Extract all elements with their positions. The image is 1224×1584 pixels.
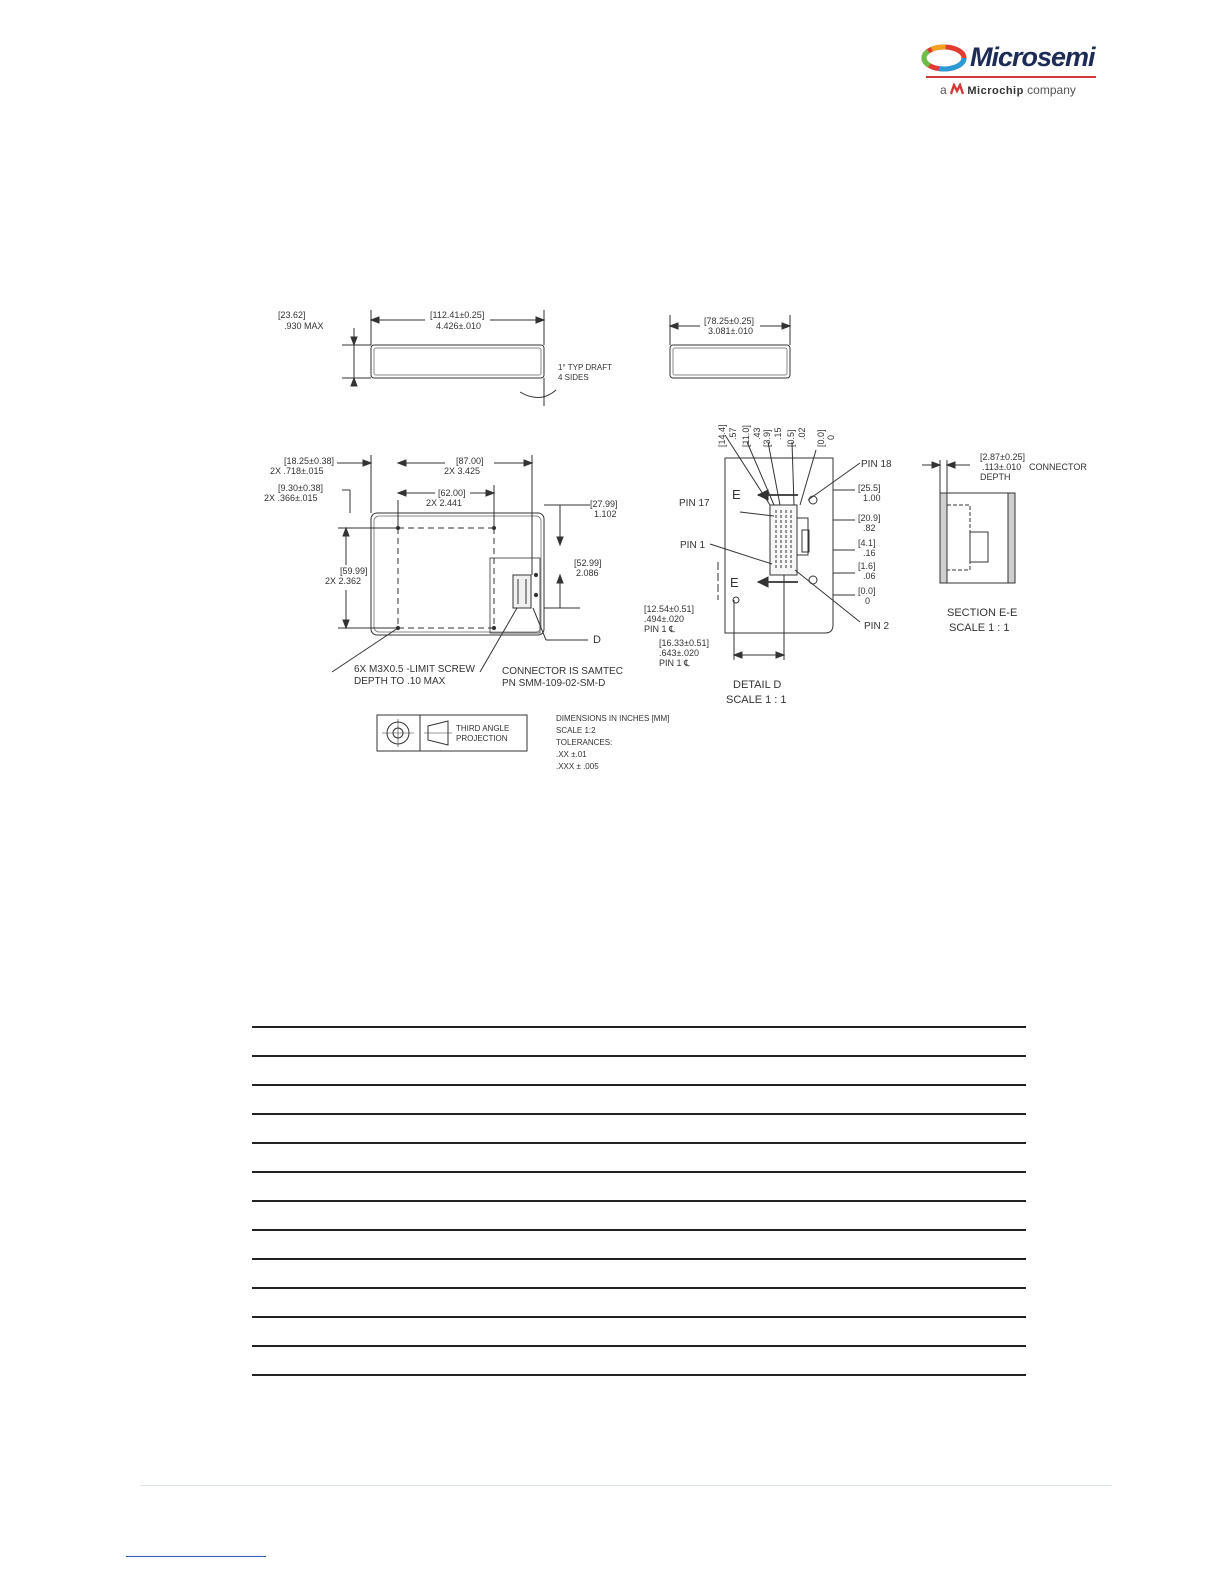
dim-52-99-in: 2.086	[576, 568, 599, 578]
detail-top-dim-5-in: 0	[826, 434, 836, 440]
microsemi-swirl-icon	[920, 40, 968, 76]
connector-depth-label: CONNECTOR	[1029, 462, 1087, 472]
table-row	[252, 1142, 1026, 1171]
notes-line-2: SCALE 1:2	[556, 726, 596, 735]
section-e-e-body	[940, 493, 1015, 583]
detail-d-scale: SCALE 1 : 1	[726, 694, 787, 706]
projection-label-2: PROJECTION	[456, 734, 508, 743]
tagline-prefix: a	[940, 83, 947, 97]
notes-line-1: DIMENSIONS IN INCHES [MM]	[556, 714, 670, 723]
detail-right-dim-3-in: .16	[863, 548, 876, 558]
plan-view-body	[371, 513, 544, 635]
connector-note-2: PN SMM-109-02-SM-D	[502, 678, 606, 689]
table-row	[252, 1345, 1026, 1374]
detail-right-dim-1-mm: [25.5]	[858, 483, 881, 493]
detail-right-dim-1-in: 1.00	[863, 493, 881, 503]
tagline-suffix: company	[1027, 83, 1076, 97]
notes-line-5: .XXX ± .005	[556, 762, 599, 771]
draft-note-2: 4 SIDES	[558, 373, 589, 382]
footer-link-underline[interactable]	[126, 1556, 266, 1557]
dim-12-54-ref: PIN 1 ℄	[644, 624, 675, 634]
table-row	[252, 1287, 1026, 1316]
detail-d-connector	[770, 505, 797, 575]
screw-note-2: DEPTH TO .10 MAX	[354, 676, 446, 687]
table-row	[252, 1316, 1026, 1345]
dim-52-99-mm: [52.99]	[574, 558, 602, 568]
detail-right-dim-2-mm: [20.9]	[858, 513, 881, 523]
table-row	[252, 1171, 1026, 1200]
dim-18-25-in: 2X .718±.015	[270, 466, 324, 476]
dim-62-00-in: 2X 2.441	[426, 498, 463, 508]
pin-table	[252, 1026, 1026, 1376]
notes-line-4: .XX ±.01	[556, 750, 587, 759]
dim-12-54-in: .494±.020	[644, 614, 684, 624]
notes-line-3: TOLERANCES:	[556, 738, 613, 747]
table-row	[252, 1113, 1026, 1142]
dim-18-25-mm: [18.25±0.38]	[284, 456, 334, 466]
projection-label-1: THIRD ANGLE	[456, 724, 510, 733]
dim-87-00-in: 2X 3.425	[444, 466, 481, 476]
footer-divider	[140, 1485, 1112, 1486]
pin-1-label: PIN 1	[680, 540, 706, 551]
detail-top-dim-1-in: .57	[728, 427, 738, 440]
detail-right-dim-5-mm: [0.0]	[858, 586, 876, 596]
table-row	[252, 1084, 1026, 1113]
detail-d-caption: DETAIL D	[733, 679, 782, 691]
connector-note-1: CONNECTOR IS SAMTEC	[502, 666, 623, 677]
table-row	[252, 1258, 1026, 1287]
section-e-e-scale: SCALE 1 : 1	[949, 622, 1010, 634]
top-view-body	[371, 345, 544, 378]
section-e-e-caption: SECTION E-E	[947, 607, 1018, 619]
table-row	[252, 1055, 1026, 1084]
brand-underline	[926, 76, 1096, 78]
dim-top-height-mm: [23.62]	[278, 310, 306, 320]
section-marker-bottom: E	[730, 575, 739, 590]
table-row	[252, 1229, 1026, 1258]
detail-right-dim-5-in: 0	[865, 596, 871, 606]
dim-top-height-in: .930 MAX	[284, 321, 324, 331]
connector-depth-in: .113±.010	[982, 462, 1022, 472]
dim-side-width-mm: [78.25±0.25]	[704, 316, 754, 326]
detail-top-dim-4-mm: [0.5]	[786, 429, 796, 447]
screw-note-1: 6X M3X0.5 -LIMIT SCREW	[354, 664, 475, 675]
connector-depth-mm: [2.87±0.25]	[980, 452, 1025, 462]
detail-right-dim-4-in: .06	[863, 571, 876, 581]
tagline-company: Microchip	[967, 85, 1024, 97]
brand-name: Microsemi	[970, 42, 1095, 72]
brand-tagline	[940, 83, 1076, 97]
dim-top-length-mm: [112.41±0.25]	[430, 310, 485, 320]
detail-top-dim-2-mm: [11.0]	[741, 425, 751, 447]
detail-right-dim-2-in: .82	[863, 523, 876, 533]
dim-9-30-mm: [9.30±0.38]	[278, 483, 323, 493]
microchip-icon	[950, 83, 964, 95]
table-row	[252, 1026, 1026, 1055]
microsemi-logo	[920, 38, 1110, 104]
dim-top-length-in: 4.426±.010	[436, 321, 481, 331]
table-row	[252, 1200, 1026, 1229]
dim-16-33-ref: PIN 1 ℄	[659, 658, 690, 668]
plan-view-connector	[513, 575, 531, 608]
section-marker-top: E	[732, 487, 741, 502]
mechanical-drawing	[250, 300, 1110, 780]
detail-top-dim-2-in: .43	[752, 427, 762, 440]
detail-top-dim-1-mm: [14.4]	[717, 424, 727, 447]
detail-top-dim-3-in: .15	[773, 427, 783, 440]
detail-right-dim-4-mm: [1.6]	[858, 561, 876, 571]
dim-59-99-in: 2X 2.362	[325, 576, 362, 586]
pin-17-label: PIN 17	[679, 498, 710, 509]
dim-side-width-in: 3.081±.010	[708, 326, 753, 336]
drawing-svg	[250, 300, 1110, 780]
pin-18-label: PIN 18	[861, 459, 892, 470]
dim-59-99-mm: [59.99]	[340, 566, 368, 576]
draft-note-1: 1° TYP DRAFT	[558, 363, 613, 372]
dim-62-00-mm: [62.00]	[438, 488, 466, 498]
dim-27-99-in: 1.102	[594, 509, 617, 519]
dim-9-30-in: 2X .366±.015	[264, 493, 318, 503]
table-bottom-rule	[252, 1374, 1026, 1376]
pin-2-label: PIN 2	[864, 621, 890, 632]
detail-top-dim-4-in: .02	[797, 427, 807, 440]
detail-top-dim-3-mm: [3.9]	[762, 429, 772, 447]
dim-16-33-mm: [16.33±0.51]	[659, 638, 709, 648]
dim-87-00-mm: [87.00]	[456, 456, 484, 466]
dim-16-33-in: .643±.020	[659, 648, 699, 658]
detail-right-dim-3-mm: [4.1]	[858, 538, 876, 548]
side-view-body	[670, 345, 790, 378]
dim-12-54-mm: [12.54±0.51]	[644, 604, 694, 614]
connector-depth-label-2: DEPTH	[980, 472, 1011, 482]
detail-top-dim-5-mm: [0.0]	[816, 429, 826, 447]
dim-27-99-mm: [27.99]	[590, 499, 618, 509]
detail-d-marker: D	[593, 634, 601, 646]
